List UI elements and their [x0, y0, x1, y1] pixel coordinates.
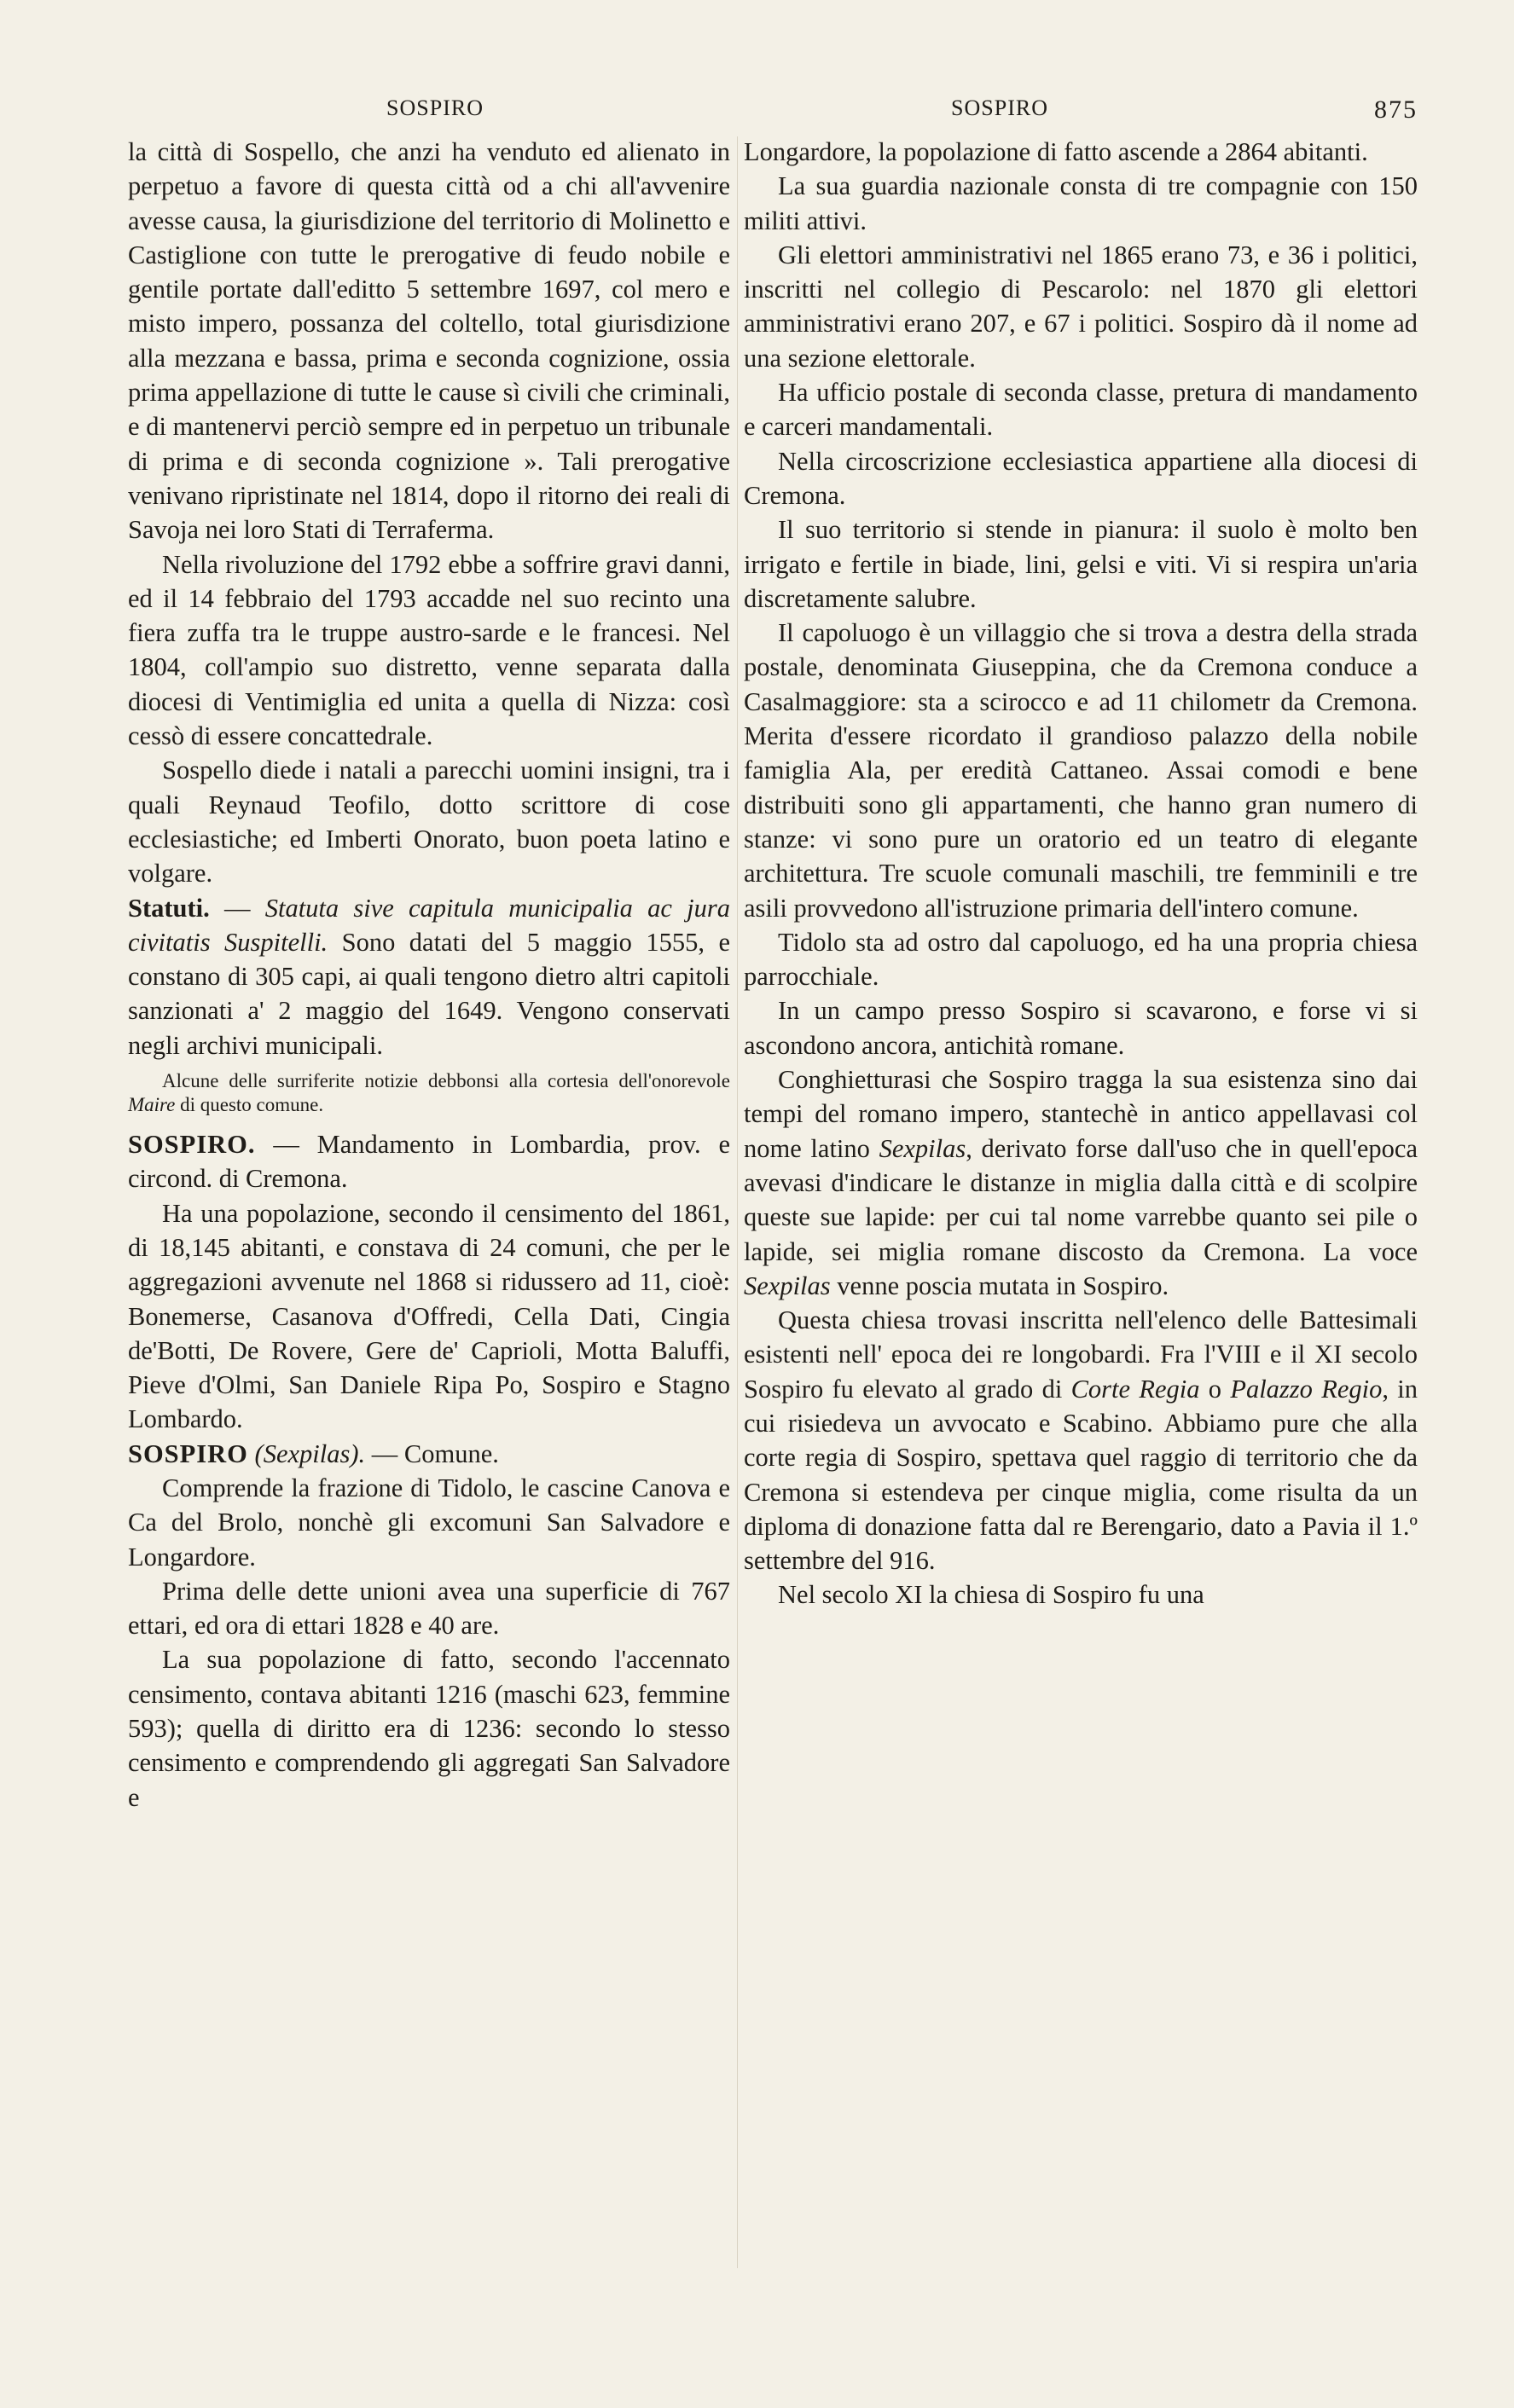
left-paragraph-3: Sospello diede i natali a parecchi uomini insigni, tra i quali Reynaud Teofilo, dotto scrittore di cose ecclesiastiche; ed Imberti Onorato, buon poeta latino e volgare.	[128, 755, 730, 889]
left-paragraph-6: Prima delle dette unioni avea una superficie di 767 ettari, ed ora di ettari 1828 e 40 are.	[128, 1576, 730, 1641]
p10-text-b: , derivato forse dall'uso che in quell'epoca avevasi d'indicare le distanze in miglia dalla città e di scolpire queste sue lapide: per cui tal nome varrebbe quanto sei pile o lapide, sei miglia romane discosto da Cremona. La voce	[744, 1133, 1418, 1266]
right-paragraph-11	[744, 1303, 1418, 1577]
statuti-label: Statuti.	[128, 893, 210, 923]
right-paragraph-1: Longardore, la popolazione di fatto ascende a 2864 abitanti.	[744, 137, 1368, 166]
right-column	[744, 135, 1418, 1612]
left-column	[128, 135, 730, 1815]
footnote	[128, 1069, 730, 1117]
comune-latin: (Sexpilas).	[254, 1438, 366, 1468]
footnote-name: Maire	[128, 1094, 176, 1116]
footnote-text	[128, 1069, 730, 1117]
right-paragraph-7: Il capoluogo è un villaggio che si trova a destra della strada postale, denominata Giuseppina, che da Cremona conduce a Casalmaggiore: sta a scirocco e ad 11 chilometr da Cremona. Merita d'essere ricordato il grandioso palazzo della nobile famiglia Ala, per eredità Cattaneo. Assai comodi e bene distribuiti sono gli appartamenti, che hanno gran numero di stanze: vi sono pure un oratorio ed un teatro di elegante architettura. Tre scuole comunali maschili, tre femminili e tre asili provvedono all'istruzione primaria dell'intero comune.	[744, 618, 1418, 923]
statuti-dash: —	[209, 893, 265, 923]
p11-corte-regia: Corte Regia	[1070, 1374, 1200, 1404]
mandamento-label: SOSPIRO.	[128, 1130, 256, 1160]
comune-text: — Comune.	[365, 1438, 499, 1468]
p11-o: o	[1199, 1374, 1231, 1404]
right-running-head-title: SOSPIRO	[951, 96, 1048, 120]
footnote-text-2: di questo comune.	[175, 1094, 324, 1116]
right-paragraph-4: Ha ufficio postale di seconda classe, pretura di mandamento e carceri mandamentali.	[744, 378, 1418, 442]
right-paragraph-6: Il suo territorio si stende in pianura: il suolo è molto ben irrigato e fertile in biade, lini, gelsi e viti. Vi si respira un'aria discretamente salubre.	[744, 515, 1418, 613]
left-paragraph-7: La sua popolazione di fatto, secondo l'accennato censimento, contava abitanti 1216 (maschi 623, femmine 593); quella di diritto era di 1236: secondo lo stesso censimento e comprendendo gli aggregati San Salvadore e	[128, 1645, 730, 1812]
p10-text-a: Conghietturasi che Sospiro tragga la sua esistenza sino dai tempi del romano impero, stantechè in antico appellavasi col nome latino	[744, 1065, 1418, 1163]
comune-label: SOSPIRO	[128, 1438, 248, 1468]
footnote-text-1: Alcune delle surriferite notizie debbonsi alla cortesia dell'onorevole	[162, 1070, 730, 1092]
p10-text-c: venne poscia mutata in Sospiro.	[830, 1271, 1169, 1300]
statuti-paragraph	[128, 891, 730, 1062]
statuti-title: Statuta sive capitula municipalia ac jura civitatis Suspitelli.	[128, 893, 731, 957]
right-paragraph-3: Gli elettori amministrativi nel 1865 erano 73, e 36 i politici, inscritti nel collegio di Pescarolo: nel 1870 gli elettori amministrativi erano 207, e 67 i politici. Sospiro dà il nome ad una sezione elettorale.	[744, 240, 1418, 373]
statuti-text: Sono datati del 5 maggio 1555, e constano di 305 capi, ai quali tengono dietro altri capitoli sanzionati a' 2 maggio del 1649. Vengono conservati negli archivi municipali.	[128, 927, 730, 1060]
left-paragraph-4: Ha una popolazione, secondo il censimento del 1861, di 18,145 abitanti, e constava di 24 comuni, che per le aggregazioni avvenute nel 1868 si ridussero ad 11, cioè: Bonemerse, Casanova d'Offredi, Cella Dati, Cingia de'Botti, De Rovere, Gere de' Caprioli, Motta Baluffi, Pieve d'Olmi, San Daniele Ripa Po, Sospiro e Stagno Lombardo.	[128, 1198, 730, 1434]
comune-entry	[128, 1437, 730, 1471]
right-paragraph-8: Tidolo sta ad ostro dal capoluogo, ed ha una propria chiesa parrocchiale.	[744, 927, 1418, 992]
left-paragraph-1: la città di Sospello, che anzi ha venduto ed alienato in perpetuo a favore di questa città od a chi all'avvenire avesse causa, la giurisdizione del territorio di Molinetto e Castiglione con tutte le prerogative di feudo nobile e gentile portate dall'editto 5 settembre 1697, col mero e misto impero, possanza del coltello, total giurisdizione alla mezzana e bassa, prima e seconda cognizione, ossia prima appellazione di tutte le cause sì civili che criminali, e di mantenervi perciò sempre ed in perpetuo un tribunale di prima e di seconda cognizione ». Tali prerogative venivano ripristinate nel 1814, dopo il ritorno dei reali di Savoja nei loro Stati di Terraferma.	[128, 137, 730, 545]
p11-palazzo-regio: Palazzo Regio	[1230, 1374, 1383, 1404]
left-paragraph-5: Comprende la frazione di Tidolo, le cascine Canova e Ca del Brolo, nonchè gli excomuni San Salvadore e Longardore.	[128, 1473, 730, 1572]
left-running-head: SOSPIRO	[386, 96, 484, 120]
right-paragraph-12: Nel secolo XI la chiesa di Sospiro fu una	[778, 1580, 1204, 1610]
right-running-head	[744, 96, 1418, 130]
mandamento-entry	[128, 1127, 730, 1196]
p10-latin-2: Sexpilas	[744, 1271, 831, 1300]
column-divider	[737, 136, 738, 2268]
left-paragraph-2: Nella rivoluzione del 1792 ebbe a soffrire gravi danni, ed il 14 febbraio del 1793 accadde nel suo recinto una fiera zuffa tra le truppe austro-sarde e le francesi. Nel 1804, coll'ampio suo distretto, venne separata dalla diocesi di Ventimiglia ed unita a quella di Nizza: così cessò di essere concattedrale.	[128, 549, 730, 751]
p11-text-a: Questa chiesa trovasi inscritta nell'elenco delle Battesimali esistenti nell' epoca dei re longobardi. Fra l'VIII e il XI secolo Sospiro fu elevato al grado di	[744, 1305, 1418, 1404]
p10-latin: Sexpilas	[879, 1133, 966, 1163]
right-paragraph-2: La sua guardia nazionale consta di tre compagnie con 150 militi attivi.	[744, 171, 1418, 235]
p11-text-b: , in cui risiedeva un avvocato e Scabino. Abbiamo pure che alla corte regia di Sospiro, spettava quel raggio di territorio che da Cremona si estendeva per cinque miglia, come risulta da un diploma di donazione fatta dal re Berengario, dato a Pavia il 1.º settembre del 916.	[744, 1374, 1418, 1576]
right-paragraph-5: Nella circoscrizione ecclesiastica appartiene alla diocesi di Cremona.	[744, 446, 1418, 510]
page-number: 875	[1374, 96, 1418, 124]
right-paragraph-9: In un campo presso Sospiro si scavarono, e forse vi si ascondono ancora, antichità romane.	[744, 996, 1418, 1060]
mandamento-text: — Mandamento in Lombardia, prov. e circond. di Cremona.	[128, 1130, 730, 1194]
right-paragraph-10	[744, 1062, 1418, 1303]
